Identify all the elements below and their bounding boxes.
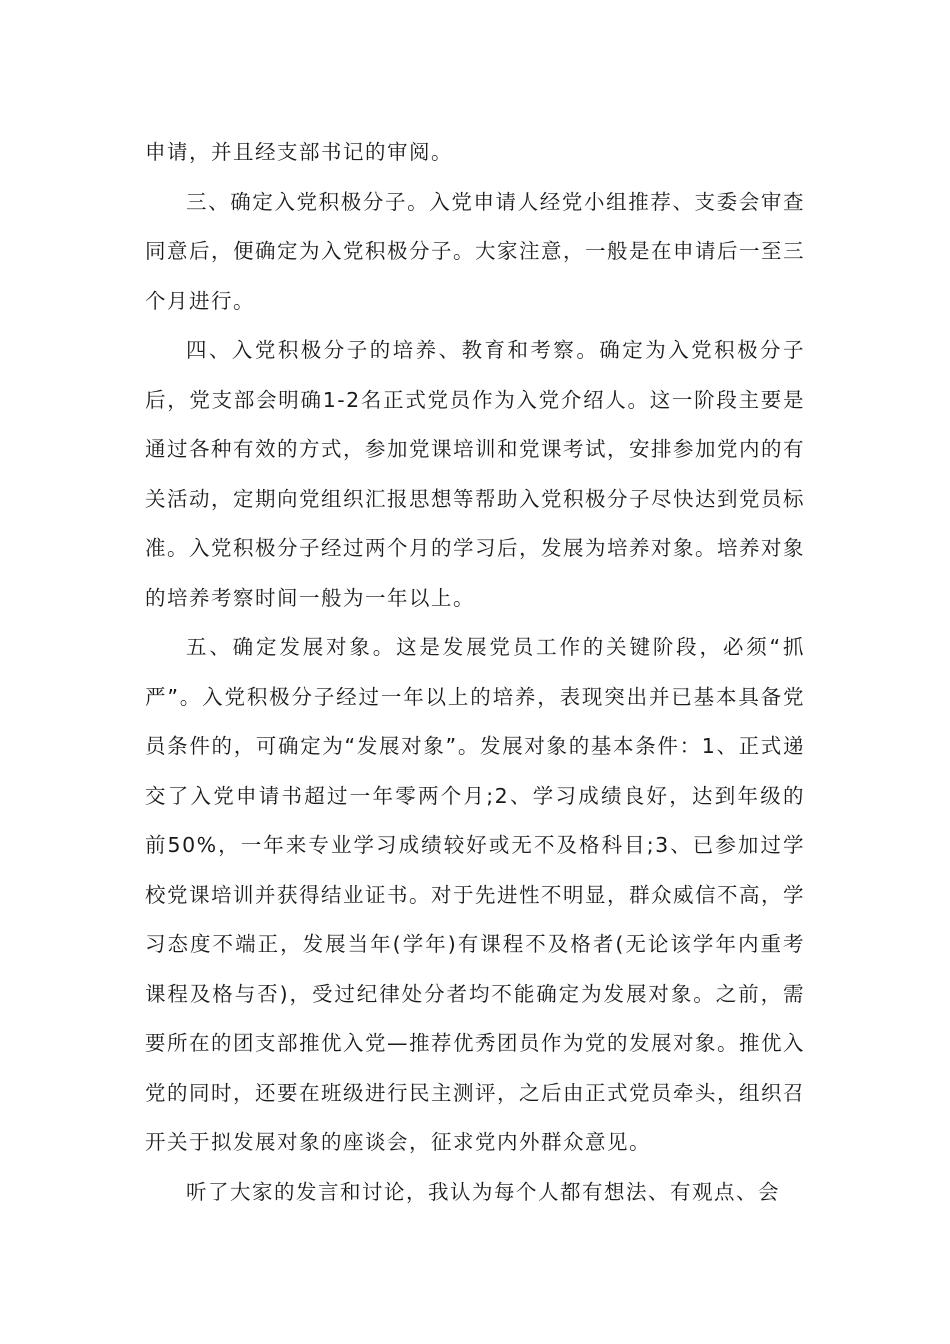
paragraph-step-four: 四、入党积极分子的培养、教育和考察。确定为入党积极分子后，党支部会明确1-2名正式党员作为入党介绍人。这一阶段主要是通过各种有效的方式，参加党课培训和党课考试，安排参加党内的有关活动，定期向党组织汇报思想等帮助入党积极分子尽快达到党员标准。入党积极分子经过两个月的学习后，发展为培养对象。培养对象的培养考察时间一般为一年以上。 [145,338,805,610]
paragraph-step-three: 三、确定入党积极分子。入党申请人经党小组推荐、支委会审查同意后，便确定为入党积极分子。大家注意，一般是在申请后一至三个月进行。 [145,189,805,313]
document-body [145,128,805,1217]
paragraph-closing-remarks: 听了大家的发言和讨论，我认为每个人都有想法、有观点、会 [186,1179,780,1204]
paragraph-step-five: 五、确定发展对象。这是发展党员工作的关键阶段，必须“抓严”。入党积极分子经过一年以上的培养，表现突出并已基本具备党员条件的，可确定为“发展对象”。发展对象的基本条件：1、正式递交了入党申请书超过一年零两个月;2、学习成绩良好，达到年级的前50%，一年来专业学习成绩较好或无不及格科目;3、已参加过学校党课培训并获得结业证书。对于先进性不明显，群众威信不高，学习态度不端正，发展当年(学年)有课程不及格者(无论该学年内重考课程及格与否)，受过纪律处分者均不能确定为发展对象。之前，需要所在的团支部推优入党—推荐优秀团员作为党的发展对象。推优入党的同时，还要在班级进行民主测评，之后由正式党员牵头，组织召开关于拟发展对象的座谈会，征求党内外群众意见。 [145,635,805,1154]
paragraph-application-review: 申请，并且经支部书记的审阅。 [145,140,453,164]
